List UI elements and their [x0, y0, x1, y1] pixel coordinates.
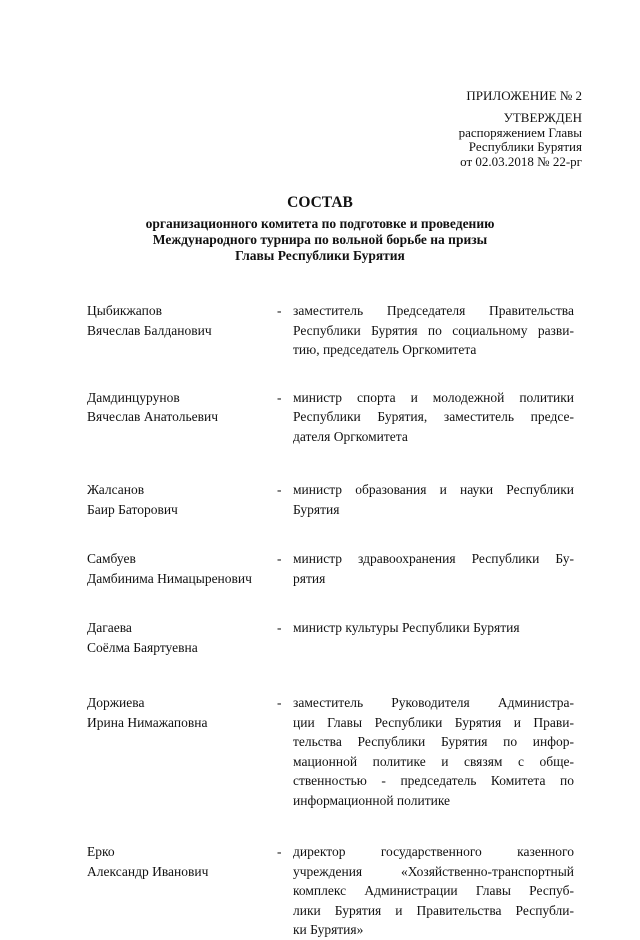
role-line: заместитель Руководителя Администра- — [293, 695, 574, 710]
document-title — [0, 193, 640, 264]
approval-line: от 02.03.2018 № 22-рг — [460, 153, 582, 169]
member-given-name: Дамбинима Нимацыренович — [87, 570, 252, 586]
member-role — [293, 618, 574, 657]
member-row — [87, 693, 574, 810]
role-line: Бурятия — [293, 501, 340, 517]
member-surname: Дагаева — [87, 620, 132, 635]
appendix-label: ПРИЛОЖЕНИЕ № 2 — [466, 88, 582, 103]
approval-line: Республики Бурятия — [468, 139, 582, 154]
title-line: организационного комитета по подготовке и проведению — [145, 216, 495, 231]
member-surname: Жалсанов — [87, 482, 145, 497]
member-role — [293, 480, 574, 519]
members-list — [87, 301, 574, 940]
member-row — [87, 301, 574, 360]
member-given-name: Вячеслав Анатольевич — [87, 409, 218, 424]
role-line: Республики Бурятия по социальному разви- — [293, 322, 574, 338]
member-role — [293, 301, 574, 360]
member-name — [87, 618, 277, 657]
role-line: ции Главы Республики Бурятия и Прави- — [293, 714, 574, 730]
title-line: Международного турнира по вольной борьбе на призы — [152, 232, 488, 247]
separator-dash: - — [277, 482, 282, 497]
approval-line: распоряжением Главы — [458, 124, 582, 140]
role-line: комплекс Администрации Главы Респуб- — [293, 883, 574, 898]
separator-dash: - — [277, 551, 282, 566]
approval-stamp — [459, 111, 582, 169]
member-name — [87, 388, 277, 447]
member-name — [87, 549, 277, 588]
member-given-name: Ирина Нимажаповна — [87, 714, 208, 730]
member-row — [87, 388, 574, 447]
member-name — [87, 480, 277, 519]
member-row — [87, 842, 574, 940]
role-line: тельства Республики Бурятия по инфор- — [293, 734, 574, 749]
member-surname: Ерко — [87, 844, 115, 859]
role-line: министр культуры Республики Бурятия — [293, 620, 520, 635]
member-given-name: Вячеслав Балданович — [87, 322, 212, 338]
member-role — [293, 693, 574, 810]
member-surname: Дамдинцурунов — [87, 389, 180, 405]
member-role — [293, 549, 574, 588]
title-main: СОСТАВ — [287, 194, 353, 211]
member-given-name: Баир Баторович — [87, 501, 178, 517]
member-row — [87, 480, 574, 519]
title-line: Главы Республики Бурятия — [235, 248, 405, 263]
member-name — [87, 693, 277, 810]
member-row — [87, 618, 574, 657]
separator-dash: - — [277, 620, 282, 635]
separator-dash: - — [277, 844, 282, 859]
member-surname: Самбуев — [87, 551, 136, 566]
role-line: информационной политике — [293, 792, 451, 808]
member-name — [87, 842, 277, 940]
role-line: министр здравоохранения Республики Бу- — [293, 551, 574, 566]
role-line: ственностью - председатель Комитета по — [293, 773, 574, 788]
role-line: министр спорта и молодежной политики — [293, 389, 574, 405]
role-line: дателя Оргкомитета — [293, 428, 408, 444]
separator-dash: - — [277, 303, 282, 318]
role-line: лики Бурятия и Правительства Республи- — [293, 902, 574, 918]
role-line: заместитель Председателя Правительства — [293, 303, 574, 318]
member-surname: Цыбикжапов — [87, 303, 162, 318]
member-role — [293, 842, 574, 940]
role-line: учреждения «Хозяйственно-транспортный — [293, 863, 574, 879]
member-row — [87, 549, 574, 588]
separator-dash: - — [277, 695, 282, 710]
member-surname: Доржиева — [87, 695, 145, 710]
role-line: директор государственного казенного — [293, 844, 574, 859]
role-line: рятия — [293, 570, 326, 586]
role-line: Республики Бурятия, заместитель предсе- — [293, 409, 574, 424]
role-line: тию, председатель Оргкомитета — [293, 342, 477, 357]
role-line: министр образования и науки Республики — [293, 482, 574, 497]
member-given-name: Соёлма Баяртуевна — [87, 639, 198, 655]
member-name — [87, 301, 277, 360]
member-given-name: Александр Иванович — [87, 863, 209, 879]
approval-line: УТВЕРЖДЕН — [503, 110, 582, 125]
role-line: мационной политике и связям с обще- — [293, 753, 574, 769]
separator-dash: - — [277, 389, 282, 405]
role-line: ки Бурятия» — [293, 922, 364, 937]
member-role — [293, 388, 574, 447]
